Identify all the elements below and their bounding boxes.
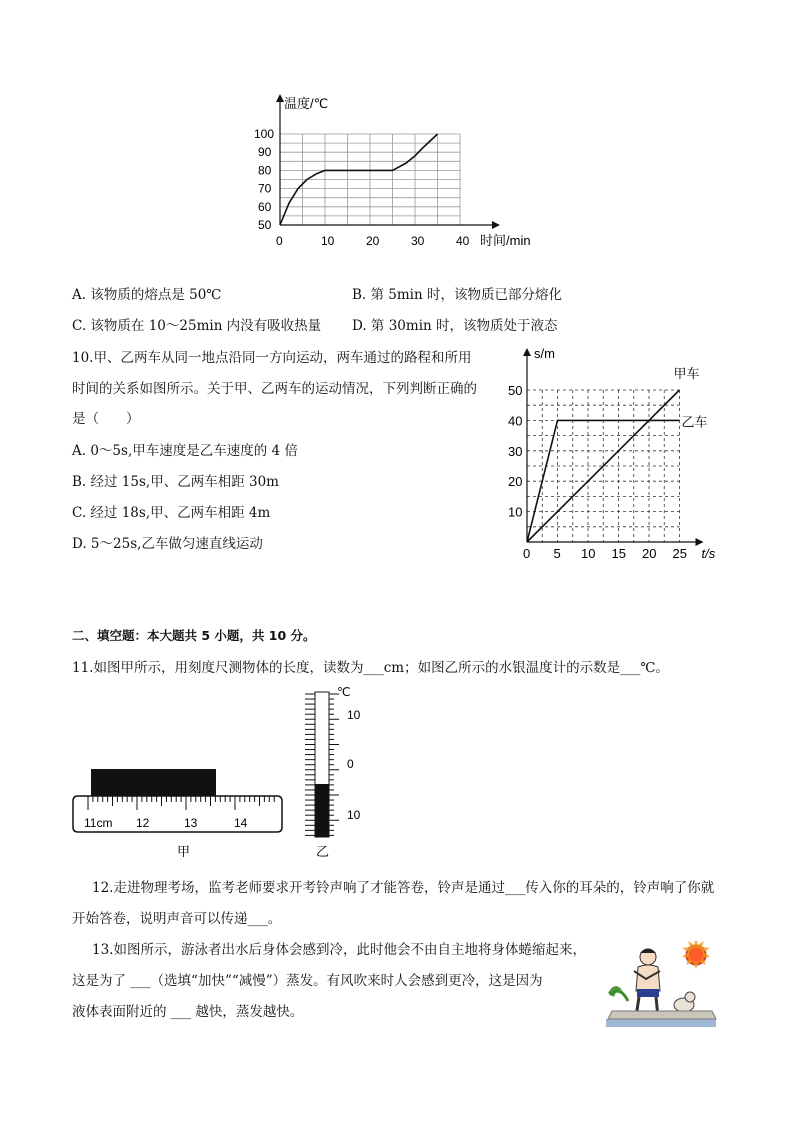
x-axis-arrow bbox=[696, 538, 704, 546]
q10-option-d: D. 5～25s,乙车做匀速直线运动 bbox=[72, 536, 263, 552]
x-tick-label: 15 bbox=[611, 546, 626, 561]
measured-block bbox=[91, 769, 216, 796]
x-axis-label: t/s bbox=[701, 546, 716, 561]
thermo-unit: ℃ bbox=[337, 685, 351, 699]
q10-stem-line1: 10.甲、乙两车从同一地点沿同一方向运动，两车通过的路程和所用 bbox=[72, 350, 472, 366]
q13-line2: 这是为了 ___（选填“加快”“减慢”）蒸发。有风吹来时人会感到更冷，这是因为 bbox=[72, 973, 543, 989]
y-tick-label: 70 bbox=[258, 181, 272, 196]
melting-curve-chart bbox=[254, 92, 550, 252]
x-tick-label: 25 bbox=[672, 546, 687, 561]
x-tick-label: 30 bbox=[411, 234, 425, 248]
q10-option-b: B. 经过 15s,甲、乙两车相距 30m bbox=[72, 474, 279, 490]
y-tick-label: 60 bbox=[258, 199, 272, 214]
ruler-label-11cm: 11cm bbox=[84, 816, 113, 830]
thermo-label-10-top: 10 bbox=[347, 708, 361, 722]
q13-line3: 液体表面附近的 ___ 越快，蒸发越快。 bbox=[72, 1004, 304, 1020]
ruler-label-12: 12 bbox=[136, 816, 150, 830]
x-tick-label: 5 bbox=[553, 546, 561, 561]
series-label-jia: 甲车 bbox=[673, 366, 700, 381]
x-tick-label: 10 bbox=[581, 546, 596, 561]
mercury-column bbox=[315, 784, 329, 837]
sun-icon bbox=[682, 939, 710, 969]
x-axis-arrow bbox=[492, 221, 500, 229]
y-axis-arrow bbox=[523, 348, 531, 356]
x-tick-label: 10 bbox=[321, 234, 335, 248]
thermo-label-0: 0 bbox=[347, 757, 354, 771]
q9-option-d: D. 第 30min 时，该物质处于液态 bbox=[352, 318, 558, 334]
y-axis-label: s/m bbox=[534, 346, 555, 361]
thermo-label-10-bottom: 10 bbox=[347, 808, 361, 822]
y-axis-label: 温度/℃ bbox=[284, 96, 329, 111]
y-tick-label: 50 bbox=[508, 383, 523, 398]
thermo-caption: 乙 bbox=[316, 844, 330, 859]
swimmer-illustration bbox=[606, 935, 721, 1030]
q10-stem-line3: 是（ ） bbox=[72, 411, 140, 427]
y-tick-label: 50 bbox=[258, 218, 272, 232]
y-tick-label: 20 bbox=[508, 474, 523, 490]
q10-stem-line2: 时间的关系如图所示。关于甲、乙两车的运动情况，下列判断正确的 bbox=[72, 381, 477, 397]
x-tick-label: 20 bbox=[642, 546, 657, 561]
ruler-label-13: 13 bbox=[184, 816, 198, 830]
ruler-label-14: 14 bbox=[234, 816, 248, 830]
x-tick-label: 40 bbox=[456, 234, 470, 248]
swimmer-figure bbox=[634, 949, 660, 1017]
q11-text: 11.如图甲所示，用刻度尺测物体的长度，读数为___cm；如图乙所示的水银温度计的示数是___℃。 bbox=[72, 660, 669, 676]
ruler-figure bbox=[70, 765, 290, 860]
q12-line2: 开始答卷，说明声音可以传递___。 bbox=[72, 911, 282, 927]
x-tick-label: 0 bbox=[276, 234, 283, 248]
origin-label: 0 bbox=[523, 546, 531, 561]
q9-option-b: B. 第 5min 时，该物质已部分熔化 bbox=[352, 287, 562, 303]
plants-and-ground bbox=[606, 986, 716, 1027]
y-axis-arrow bbox=[276, 94, 284, 102]
thermometer-figure bbox=[295, 682, 385, 862]
y-tick-label: 40 bbox=[508, 413, 523, 429]
q10-option-c: C. 经过 18s,甲、乙两车相距 4m bbox=[72, 505, 271, 521]
y-tick-label: 100 bbox=[254, 127, 275, 141]
distance-time-chart bbox=[505, 340, 735, 565]
ruler-caption: 甲 bbox=[177, 844, 191, 859]
q12-line1: 12.走进物理考场，监考老师要求开考铃声响了才能答卷，铃声是通过___传入你的耳朵的，铃声响了你就 bbox=[92, 880, 715, 896]
q13-line1: 13.如图所示，游泳者出水后身体会感到冷，此时他会不由自主地将身体蜷缩起来， bbox=[92, 942, 586, 958]
q9-option-c: C. 该物质在 10～25min 内没有吸收热量 bbox=[72, 318, 322, 334]
q10-option-a: A. 0～5s,甲车速度是乙车速度的 4 倍 bbox=[72, 443, 298, 459]
x-tick-label: 20 bbox=[366, 234, 380, 248]
series-label-yi: 乙车 bbox=[681, 414, 708, 430]
dog-figure bbox=[674, 992, 695, 1012]
y-tick-label: 90 bbox=[258, 145, 272, 160]
x-axis-label: 时间/min bbox=[480, 233, 531, 248]
section-title: 二、填空题：本大题共 5 小题，共 10 分。 bbox=[72, 628, 316, 643]
q9-option-a: A. 该物质的熔点是 50℃ bbox=[72, 287, 222, 303]
y-tick-label: 10 bbox=[508, 504, 523, 520]
y-tick-label: 30 bbox=[508, 443, 523, 459]
y-tick-label: 80 bbox=[258, 163, 272, 178]
series-line-jia bbox=[527, 390, 680, 542]
